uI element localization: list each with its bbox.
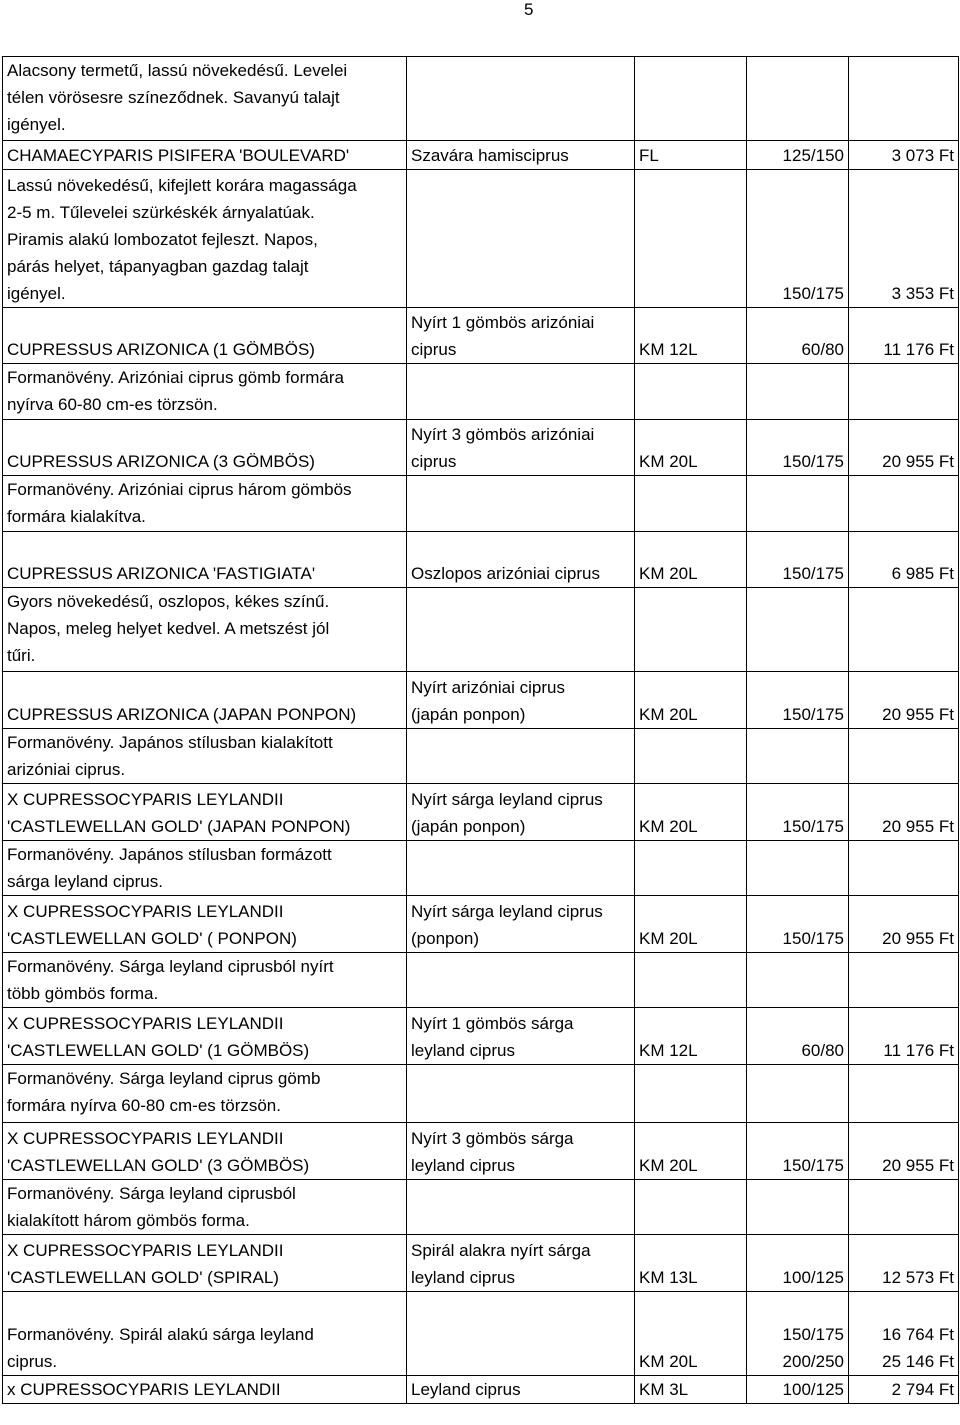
product-row [3,141,959,170]
price-cell: 20 955 Ft [849,672,959,729]
description-row [3,841,959,896]
plant-name-cell: Formanövény. Sárga leyland ciprus gömb formára nyírva 60-80 cm-es törzsön. [3,1065,407,1123]
plant-name-cell: CUPRESSUS ARIZONICA (1 GÖMBÖS) [3,308,407,364]
product-row [3,1235,959,1292]
price-cell: 20 955 Ft [849,896,959,953]
common-name-cell: Nyírt 3 gömbös sárga leyland ciprus [407,1123,635,1180]
plant-name-cell: X CUPRESSOCYPARIS LEYLANDII 'CASTLEWELLAN GOLD' ( PONPON) [3,896,407,953]
container-cell: KM 20L [635,896,747,953]
plant-name-cell: X CUPRESSOCYPARIS LEYLANDII 'CASTLEWELLAN GOLD' (JAPAN PONPON) [3,784,407,841]
common-name-cell: Leyland ciprus [407,1376,635,1404]
container-cell: KM 3L [635,1376,747,1404]
common-name-cell: Spirál alakra nyírt sárga leyland ciprus [407,1235,635,1292]
price-cell [849,953,959,1008]
plant-name-cell: Formanövény. Sárga leyland ciprusból nyírt több gömbös forma. [3,953,407,1008]
common-name-cell [407,1065,635,1123]
price-cell: 20 955 Ft [849,784,959,841]
size-cell: 100/125 [747,1376,849,1404]
product-row [3,1376,959,1404]
product-row [3,170,959,308]
product-row [3,532,959,588]
size-cell [747,476,849,532]
common-name-cell [407,364,635,420]
container-cell [635,588,747,672]
product-row [3,784,959,841]
size-cell [747,1065,849,1123]
product-row [3,1123,959,1180]
container-cell [635,57,747,141]
size-cell: 60/80 [747,308,849,364]
size-cell: 150/175 200/250 [747,1292,849,1376]
price-cell: 20 955 Ft [849,1123,959,1180]
common-name-cell: Nyírt 1 gömbös sárga leyland ciprus [407,1008,635,1065]
price-cell [849,588,959,672]
container-cell [635,364,747,420]
common-name-cell [407,588,635,672]
description-row [3,364,959,420]
product-row [3,420,959,476]
size-cell: 150/175 [747,784,849,841]
common-name-cell: Szavára hamisciprus [407,141,635,170]
common-name-cell [407,1180,635,1235]
size-cell: 150/175 [747,170,849,308]
price-cell [849,364,959,420]
price-cell: 11 176 Ft [849,308,959,364]
plant-name-cell: CUPRESSUS ARIZONICA 'FASTIGIATA' [3,532,407,588]
price-cell: 12 573 Ft [849,1235,959,1292]
common-name-cell [407,476,635,532]
price-cell: 3 353 Ft [849,170,959,308]
price-cell [849,1180,959,1235]
common-name-cell: Oszlopos arizóniai ciprus [407,532,635,588]
common-name-cell: Nyírt 1 gömbös arizóniai ciprus [407,308,635,364]
common-name-cell [407,953,635,1008]
size-cell: 150/175 [747,1123,849,1180]
size-cell [747,841,849,896]
container-cell [635,1180,747,1235]
description-row [3,953,959,1008]
common-name-cell [407,57,635,141]
size-cell [747,1180,849,1235]
plant-name-cell: Formanövény. Japános stílusban kialakított arizóniai ciprus. [3,729,407,784]
plant-name-cell: Formanövény. Arizóniai ciprus három gömbös formára kialakítva. [3,476,407,532]
plant-name-cell: CHAMAECYPARIS PISIFERA 'BOULEVARD' [3,141,407,170]
product-row [3,1008,959,1065]
container-cell: KM 12L [635,1008,747,1065]
price-cell [849,476,959,532]
price-cell [849,841,959,896]
description-row [3,588,959,672]
plant-name-cell: Formanövény. Sárga leyland ciprusból kialakított három gömbös forma. [3,1180,407,1235]
size-cell: 125/150 [747,141,849,170]
container-cell [635,476,747,532]
container-cell: KM 20L [635,784,747,841]
common-name-cell: Nyírt sárga leyland ciprus (japán ponpon) [407,784,635,841]
plant-name-cell: CUPRESSUS ARIZONICA (JAPAN PONPON) [3,672,407,729]
product-row [3,1292,959,1376]
container-cell: KM 20L [635,1292,747,1376]
common-name-cell [407,729,635,784]
plant-name-cell: Alacsony termetű, lassú növekedésű. Levelei télen vörösesre színeződnek. Savanyú talajt igényel. [3,57,407,141]
size-cell [747,57,849,141]
size-cell [747,364,849,420]
price-cell: 3 073 Ft [849,141,959,170]
container-cell: KM 12L [635,308,747,364]
description-row [3,57,959,141]
description-row [3,476,959,532]
plant-name-cell: Formanövény. Japános stílusban formázott sárga leyland ciprus. [3,841,407,896]
size-cell: 150/175 [747,420,849,476]
description-row [3,729,959,784]
container-cell: KM 20L [635,420,747,476]
size-cell: 100/125 [747,1235,849,1292]
size-cell: 150/175 [747,896,849,953]
common-name-cell: Nyírt sárga leyland ciprus (ponpon) [407,896,635,953]
plant-name-cell: Gyors növekedésű, oszlopos, kékes színű. Napos, meleg helyet kedvel. A metszést jól tűri. [3,588,407,672]
plant-name-cell: X CUPRESSOCYPARIS LEYLANDII 'CASTLEWELLAN GOLD' (1 GÖMBÖS) [3,1008,407,1065]
product-row [3,308,959,364]
common-name-cell [407,170,635,308]
plant-name-cell: x CUPRESSOCYPARIS LEYLANDII [3,1376,407,1404]
common-name-cell: Nyírt 3 gömbös arizóniai ciprus [407,420,635,476]
price-cell: 6 985 Ft [849,532,959,588]
description-row [3,1180,959,1235]
plant-name-cell: Formanövény. Spirál alakú sárga leyland ciprus. [3,1292,407,1376]
container-cell: KM 20L [635,1123,747,1180]
container-cell: KM 20L [635,532,747,588]
container-cell [635,1065,747,1123]
plant-name-cell: Formanövény. Arizóniai ciprus gömb formára nyírva 60-80 cm-es törzsön. [3,364,407,420]
price-cell: 16 764 Ft 25 146 Ft [849,1292,959,1376]
price-cell [849,729,959,784]
price-cell [849,57,959,141]
size-cell [747,953,849,1008]
container-cell [635,729,747,784]
size-cell [747,588,849,672]
plant-name-cell: CUPRESSUS ARIZONICA (3 GÖMBÖS) [3,420,407,476]
price-cell: 11 176 Ft [849,1008,959,1065]
product-row [3,896,959,953]
size-cell: 150/175 [747,672,849,729]
price-cell: 20 955 Ft [849,420,959,476]
container-cell [635,841,747,896]
description-row [3,1065,959,1123]
container-cell: FL [635,141,747,170]
size-cell: 150/175 [747,532,849,588]
plant-name-cell: X CUPRESSOCYPARIS LEYLANDII 'CASTLEWELLAN GOLD' (SPIRAL) [3,1235,407,1292]
price-cell [849,1065,959,1123]
container-cell [635,170,747,308]
common-name-cell [407,1292,635,1376]
common-name-cell: Nyírt arizóniai ciprus (japán ponpon) [407,672,635,729]
size-cell [747,729,849,784]
plant-name-cell: Lassú növekedésű, kifejlett korára magassága 2-5 m. Tűlevelei szürkéskék árnyalatúak. Piramis alakú lombozatot fejleszt. Napos, párás helyet, tápanyagban gazdag talajt igényel. [3,170,407,308]
common-name-cell [407,841,635,896]
product-row [3,672,959,729]
size-cell: 60/80 [747,1008,849,1065]
price-table [2,56,959,1404]
plant-name-cell: X CUPRESSOCYPARIS LEYLANDII 'CASTLEWELLAN GOLD' (3 GÖMBÖS) [3,1123,407,1180]
page-number: 5 [524,0,534,19]
container-cell [635,953,747,1008]
price-cell: 2 794 Ft [849,1376,959,1404]
container-cell: KM 13L [635,1235,747,1292]
container-cell: KM 20L [635,672,747,729]
